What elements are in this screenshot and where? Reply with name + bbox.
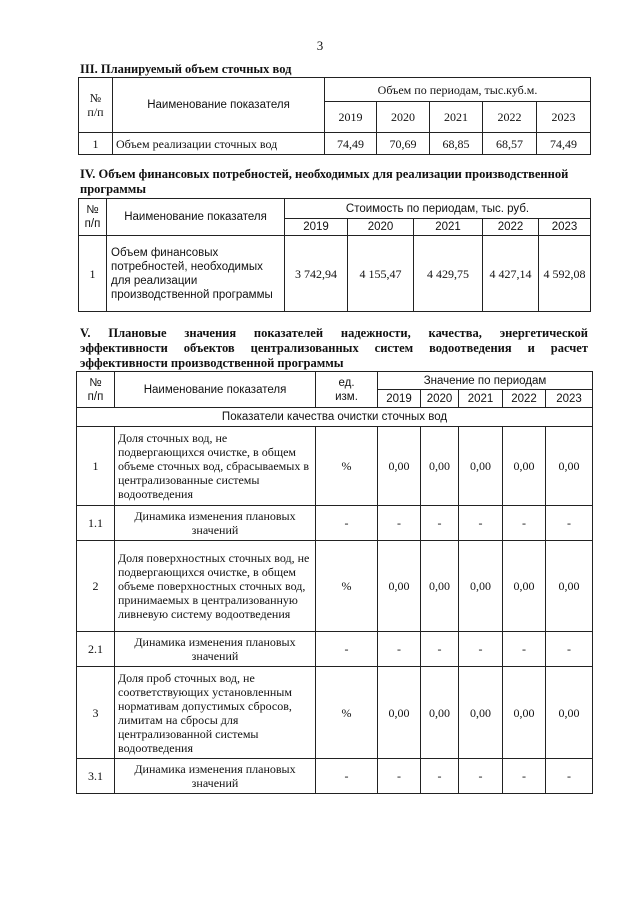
table-row — [77, 541, 593, 632]
row-value: 74,49 — [537, 133, 591, 155]
row-number: 1.1 — [77, 506, 115, 541]
row-value: - — [378, 632, 421, 667]
year-header: 2021 — [414, 219, 483, 236]
row-value: 4 155,47 — [348, 236, 414, 312]
year-header: 2021 — [430, 102, 483, 133]
table-row — [77, 759, 593, 794]
row-value: 0,00 — [503, 667, 546, 759]
row-value: 0,00 — [378, 541, 421, 632]
page-number: 3 — [316, 38, 324, 53]
row-value: 0,00 — [546, 541, 593, 632]
row-value: - — [421, 632, 459, 667]
row-value: - — [459, 632, 503, 667]
table-row — [79, 236, 591, 312]
row-value: 68,57 — [483, 133, 537, 155]
row-name: Доля поверхностных сточных вод, не подвергающихся очистке, в общем объеме поверхностных сточных вод, принимаемых в централизованную ливневую систему водоотведения — [115, 541, 316, 632]
row-value: 4 429,75 — [414, 236, 483, 312]
row-name: Динамика изменения плановых значений — [115, 632, 316, 667]
year-header: 2020 — [421, 390, 459, 408]
row-value: 4 427,14 — [483, 236, 539, 312]
col-no-header: № п/п — [79, 199, 107, 236]
row-value: - — [378, 506, 421, 541]
row-value: - — [378, 759, 421, 794]
row-number: 2 — [77, 541, 115, 632]
period-group-header: Стоимость по периодам, тыс. руб. — [285, 199, 591, 219]
year-header: 2019 — [325, 102, 377, 133]
section-5-heading: V. Плановые значения показателей надежности, качества, энергетической эффективности объектов централизованных систем водоотведения и расчет эффективности производственной программы — [80, 326, 588, 370]
row-value: 68,85 — [430, 133, 483, 155]
row-value: - — [503, 759, 546, 794]
row-value: 0,00 — [459, 427, 503, 506]
row-value: 0,00 — [421, 541, 459, 632]
section-5-table — [76, 371, 593, 794]
col-name-header: Наименование показателя — [107, 199, 285, 236]
row-number: 2.1 — [77, 632, 115, 667]
period-group-header: Объем по периодам, тыс.куб.м. — [325, 78, 591, 102]
row-unit: % — [316, 427, 378, 506]
period-group-header: Значение по периодам — [378, 372, 593, 390]
row-value: - — [421, 759, 459, 794]
year-header: 2023 — [537, 102, 591, 133]
col-name-header: Наименование показателя — [113, 78, 325, 133]
section-subheader: Показатели качества очистки сточных вод — [77, 408, 593, 427]
row-name: Динамика изменения плановых значений — [115, 759, 316, 794]
year-header: 2020 — [377, 102, 430, 133]
section-3-heading: III. Планируемый объем сточных вод — [80, 62, 292, 76]
row-unit: % — [316, 667, 378, 759]
row-unit: - — [316, 759, 378, 794]
year-header: 2020 — [348, 219, 414, 236]
year-header: 2023 — [546, 390, 593, 408]
row-number: 3 — [77, 667, 115, 759]
row-value: 0,00 — [378, 427, 421, 506]
row-value: - — [503, 632, 546, 667]
year-header: 2019 — [285, 219, 348, 236]
col-unit-header: ед. изм. — [316, 372, 378, 408]
year-header: 2023 — [539, 219, 591, 236]
row-value: 0,00 — [421, 667, 459, 759]
row-number: 3.1 — [77, 759, 115, 794]
row-value: - — [459, 759, 503, 794]
year-header: 2022 — [483, 102, 537, 133]
row-name: Доля сточных вод, не подвергающихся очистке, в общем объеме сточных вод, сбрасываемых в централизованные системы водоотведения — [115, 427, 316, 506]
row-value: - — [546, 506, 593, 541]
row-unit: - — [316, 632, 378, 667]
row-unit: - — [316, 506, 378, 541]
section-4-heading: IV. Объем финансовых потребностей, необходимых для реализации производственной программы — [80, 167, 569, 196]
row-value: 0,00 — [503, 427, 546, 506]
row-number: 1 — [79, 133, 113, 155]
col-no-header: № п/п — [79, 78, 113, 133]
row-value: 0,00 — [459, 541, 503, 632]
col-no-header: № п/п — [77, 372, 115, 408]
row-value: 0,00 — [546, 667, 593, 759]
row-name: Объем финансовых потребностей, необходимых для реализации производственной программы — [107, 236, 285, 312]
year-header: 2019 — [378, 390, 421, 408]
row-value: 3 742,94 — [285, 236, 348, 312]
row-name: Объем реализации сточных вод — [113, 133, 325, 155]
section-4-table — [78, 198, 591, 312]
table-row — [77, 632, 593, 667]
row-number: 1 — [79, 236, 107, 312]
table-row — [77, 667, 593, 759]
row-number: 1 — [77, 427, 115, 506]
row-name: Доля проб сточных вод, не соответствующих установленным нормативам допустимых сбросов, лимитам на сбросы для централизованной системы водоотведения — [115, 667, 316, 759]
col-name-header: Наименование показателя — [115, 372, 316, 408]
section-3-table — [78, 77, 591, 155]
table-row — [77, 506, 593, 541]
table-row — [79, 133, 591, 155]
row-value: - — [546, 632, 593, 667]
row-value: 70,69 — [377, 133, 430, 155]
row-value: 0,00 — [459, 667, 503, 759]
row-value: 0,00 — [421, 427, 459, 506]
row-name: Динамика изменения плановых значений — [115, 506, 316, 541]
row-value: - — [503, 506, 546, 541]
row-value: 0,00 — [546, 427, 593, 506]
row-value: 4 592,08 — [539, 236, 591, 312]
year-header: 2022 — [503, 390, 546, 408]
row-unit: % — [316, 541, 378, 632]
table-row — [77, 427, 593, 506]
row-value: - — [421, 506, 459, 541]
row-value: - — [546, 759, 593, 794]
year-header: 2022 — [483, 219, 539, 236]
row-value: - — [459, 506, 503, 541]
row-value: 74,49 — [325, 133, 377, 155]
year-header: 2021 — [459, 390, 503, 408]
row-value: 0,00 — [503, 541, 546, 632]
row-value: 0,00 — [378, 667, 421, 759]
